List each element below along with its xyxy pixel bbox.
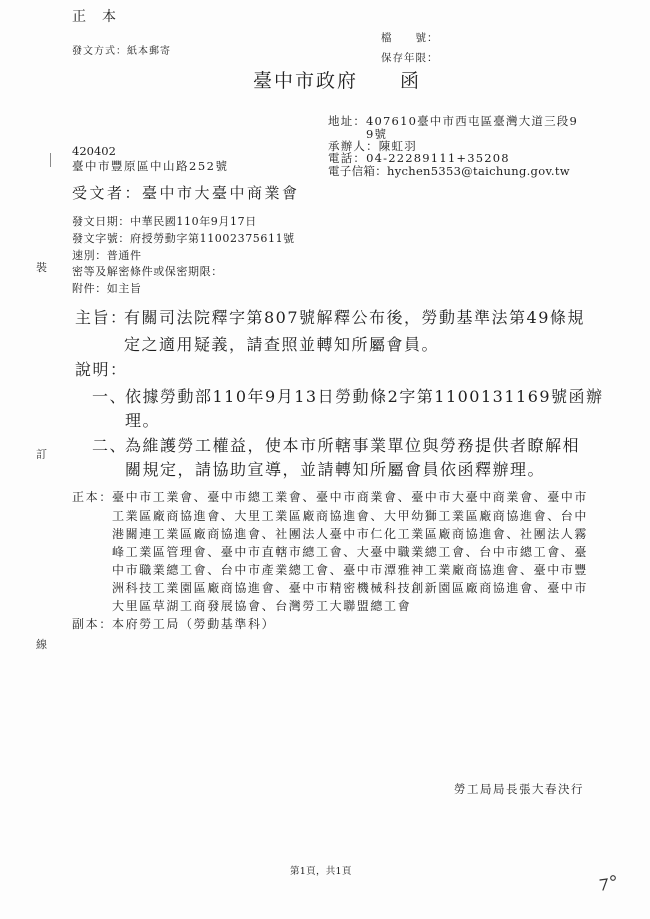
page-number: 第1頁，共1頁 — [290, 866, 352, 877]
margin-tick-mark — [50, 153, 51, 167]
explanation-label: 說明： — [75, 360, 128, 379]
copy-type-label: 正 本 — [72, 9, 117, 25]
original-recipients-line: 峰工業區管理會、臺中市直轄市總工會、大臺中職業總工會、台中市總工會、臺 — [112, 545, 589, 559]
binding-mark: 裝 — [36, 261, 47, 274]
explanation-item-line: 關規定，請協助宣導，並請轉知所屬會員依函釋辦理。 — [125, 460, 546, 479]
contact-phone: 電話：04-22289111+35208 — [328, 151, 510, 165]
explanation-item-line: 依據勞動部110年9月13日勞動條2字第1100131169號函辦 — [125, 387, 604, 406]
address-label: 地址： — [328, 114, 367, 128]
signoff-authority: 勞工局局長張大春決行 — [454, 782, 584, 796]
original-recipients-line: 臺中市工業會、臺中市總工業會、臺中市商業會、臺中市大臺中商業會、臺中市 — [112, 490, 589, 504]
address-line-1: 407610臺中市西屯區臺灣大道三段9 — [366, 114, 579, 128]
original-recipients-line: 港關連工業區廠商協進會、社團法人臺中市仁化工業區廠商協進會、社團法人霧 — [112, 527, 589, 541]
binding-mark: 訂 — [36, 448, 47, 461]
confidentiality: 密等及解密條件或保密期限： — [72, 265, 223, 278]
original-recipients-line: 洲科技工業園區廠商協進會、臺中市精密機械科技創新園區廠商協進會、臺中市 — [112, 581, 589, 595]
original-recipients-line: 工業區廠商協進會、大里工業區廠商協進會、大甲幼獅工業區廠商協進會、台中 — [112, 509, 589, 523]
binding-mark: 線 — [36, 638, 47, 651]
document-number: 發文字號：府授勞動字第11002375611號 — [72, 232, 295, 245]
recipient-postal-code: 420402 — [72, 144, 116, 158]
handler-name: 承辦人：陳虹羽 — [328, 139, 417, 153]
subject-line: 定之適用疑義，請查照並轉知所屬會員。 — [124, 335, 440, 354]
original-recipients-line: 中市職業總工會、台中市產業總工會、臺中市潭雅神工業廠商協進會、臺中市豐 — [112, 563, 589, 577]
recipient-line: 受文者：臺中市大臺中商業會 — [72, 184, 300, 202]
explanation-item-line: 理。 — [125, 411, 161, 430]
copy-recipients-text: 本府勞工局（勞動基準科） — [112, 617, 276, 631]
original-recipients-label: 正本： — [72, 490, 113, 504]
issue-date: 發文日期：中華民國110年9月17日 — [72, 215, 257, 228]
explanation-item-number: 一、 — [92, 387, 128, 406]
address-line-2: 9號 — [366, 127, 388, 141]
explanation-item-number: 二、 — [92, 436, 128, 455]
recipient-street-address: 臺中市豐原區中山路252號 — [72, 159, 229, 173]
copy-recipients-label: 副本： — [72, 617, 113, 631]
document-title: 臺中市政府 函 — [253, 70, 422, 92]
handwritten-mark — [598, 874, 620, 892]
retention-period-label: 保存年限： — [381, 52, 439, 64]
file-number-label: 檔 號： — [381, 32, 439, 44]
subject-line: 有關司法院釋字第807號解釋公布後，勞動基準法第49條規 — [124, 308, 585, 327]
original-recipients-line: 大里區草湖工商發展協會、台灣勞工大聯盟總工會 — [112, 599, 412, 613]
explanation-item-line: 為維護勞工權益，使本市所轄事業單位與勞務提供者瞭解相 — [125, 436, 581, 455]
subject-label: 主旨： — [75, 308, 128, 327]
attachments: 附件：如主旨 — [72, 282, 142, 295]
delivery-method: 發文方式：紙本郵寄 — [72, 46, 171, 57]
contact-email: 電子信箱：hychen5353@taichung.gov.tw — [328, 164, 570, 178]
urgency: 速別：普通件 — [72, 249, 142, 262]
